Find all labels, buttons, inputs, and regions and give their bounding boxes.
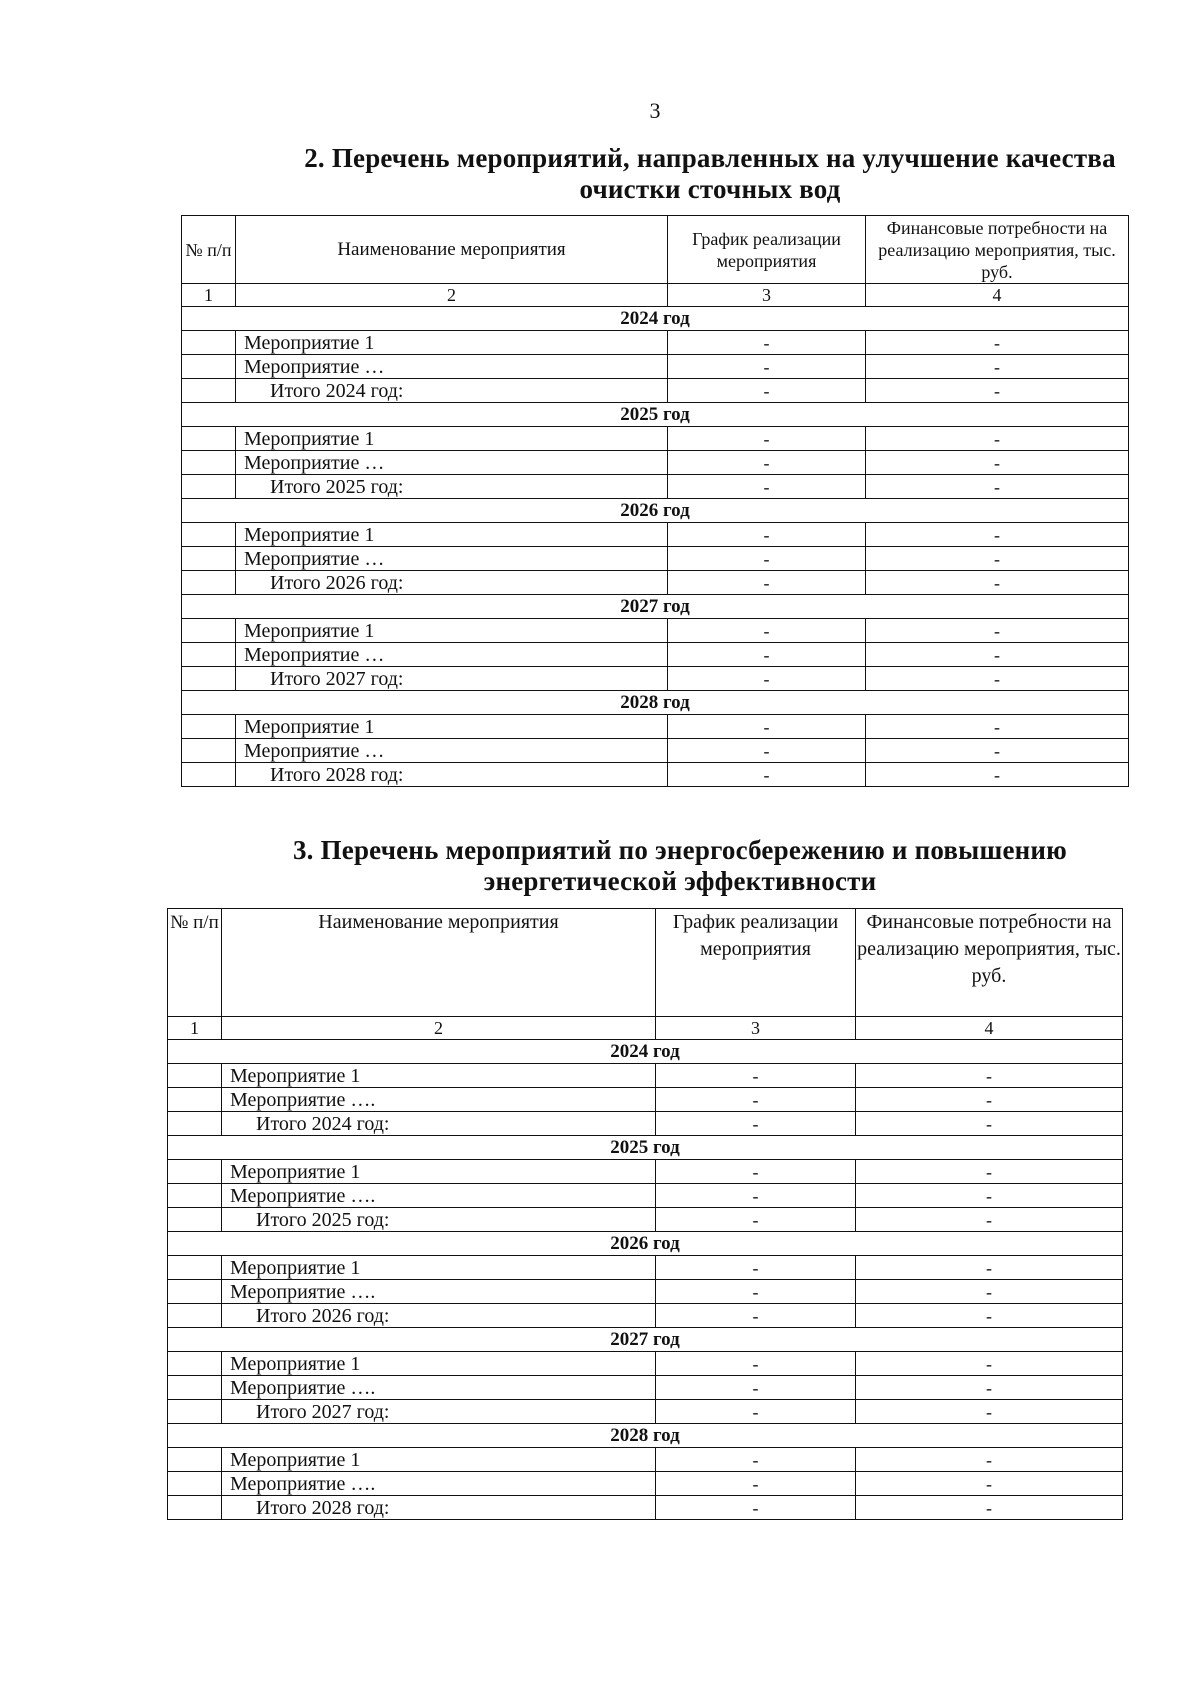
row-number-cell — [168, 1376, 222, 1400]
year-row — [182, 307, 1129, 331]
table-row — [168, 1280, 1123, 1304]
total-label-cell: Итого 2028 год: — [236, 763, 668, 787]
schedule-cell: - — [656, 1448, 856, 1472]
table-row — [182, 355, 1129, 379]
column-number: 2 — [236, 284, 668, 307]
year-row — [182, 499, 1129, 523]
table-row — [182, 739, 1129, 763]
finance-cell: - — [866, 763, 1129, 787]
finance-cell: - — [866, 643, 1129, 667]
schedule-cell: - — [668, 667, 866, 691]
section-title-3: 3. Перечень мероприятий по энергосбережению и повышению энергетической эффективности — [292, 835, 1067, 896]
measure-name-cell: Мероприятие … — [236, 451, 668, 475]
year-label: 2024 год — [182, 307, 1129, 331]
column-number: 4 — [856, 1017, 1123, 1040]
schedule-cell: - — [668, 523, 866, 547]
total-row — [168, 1304, 1123, 1328]
year-label: 2025 год — [182, 403, 1129, 427]
finance-cell: - — [856, 1376, 1123, 1400]
year-row — [182, 403, 1129, 427]
measure-name-cell: Мероприятие 1 — [222, 1256, 656, 1280]
total-label-cell: Итого 2027 год: — [222, 1400, 656, 1424]
column-number: 1 — [168, 1017, 222, 1040]
measure-name-cell: Мероприятие 1 — [236, 427, 668, 451]
measure-name-cell: Мероприятие 1 — [236, 715, 668, 739]
measure-name-cell: Мероприятие 1 — [222, 1064, 656, 1088]
table-row — [168, 1472, 1123, 1496]
table-row — [168, 1088, 1123, 1112]
table-row — [168, 1352, 1123, 1376]
table-row — [168, 1256, 1123, 1280]
total-label-cell: Итого 2027 год: — [236, 667, 668, 691]
schedule-cell: - — [656, 1304, 856, 1328]
table-row — [182, 547, 1129, 571]
table-row — [182, 715, 1129, 739]
schedule-cell: - — [668, 475, 866, 499]
measure-name-cell: Мероприятие … — [236, 739, 668, 763]
table-row — [182, 427, 1129, 451]
year-label: 2027 год — [182, 595, 1129, 619]
finance-cell: - — [856, 1064, 1123, 1088]
schedule-cell: - — [668, 739, 866, 763]
schedule-cell: - — [656, 1256, 856, 1280]
table-row — [182, 523, 1129, 547]
row-number-cell — [182, 739, 236, 763]
finance-cell: - — [856, 1088, 1123, 1112]
header-number: № п/п — [168, 909, 222, 1017]
year-row — [168, 1424, 1123, 1448]
measure-name-cell: Мероприятие 1 — [236, 523, 668, 547]
schedule-cell: - — [656, 1280, 856, 1304]
year-row — [168, 1136, 1123, 1160]
measure-name-cell: Мероприятие 1 — [236, 331, 668, 355]
row-number-cell — [182, 571, 236, 595]
row-number-cell — [168, 1208, 222, 1232]
finance-cell: - — [866, 331, 1129, 355]
finance-cell: - — [866, 619, 1129, 643]
row-number-cell — [168, 1352, 222, 1376]
schedule-cell: - — [668, 571, 866, 595]
section-title-2: 2. Перечень мероприятий, направленных на улучшение качества очистки сточных вод — [304, 143, 1116, 204]
row-number-cell — [168, 1496, 222, 1520]
schedule-cell: - — [656, 1112, 856, 1136]
page-number: 3 — [649, 98, 661, 123]
finance-cell: - — [856, 1280, 1123, 1304]
year-label: 2028 год — [182, 691, 1129, 715]
total-row — [182, 475, 1129, 499]
row-number-cell — [182, 763, 236, 787]
schedule-cell: - — [656, 1376, 856, 1400]
column-number: 3 — [656, 1017, 856, 1040]
year-label: 2027 год — [168, 1328, 1123, 1352]
schedule-cell: - — [656, 1160, 856, 1184]
schedule-cell: - — [668, 619, 866, 643]
row-number-cell — [182, 523, 236, 547]
finance-cell: - — [856, 1496, 1123, 1520]
table-row — [182, 331, 1129, 355]
year-label: 2024 год — [168, 1040, 1123, 1064]
measure-name-cell: Мероприятие …. — [222, 1280, 656, 1304]
measure-name-cell: Мероприятие 1 — [222, 1352, 656, 1376]
measure-name-cell: Мероприятие 1 — [222, 1448, 656, 1472]
row-number-cell — [168, 1304, 222, 1328]
year-label: 2025 год — [168, 1136, 1123, 1160]
schedule-cell: - — [656, 1352, 856, 1376]
table-row — [168, 1184, 1123, 1208]
finance-cell: - — [866, 427, 1129, 451]
finance-cell: - — [866, 739, 1129, 763]
finance-cell: - — [866, 523, 1129, 547]
table-row — [182, 451, 1129, 475]
schedule-cell: - — [656, 1088, 856, 1112]
total-row — [168, 1496, 1123, 1520]
total-row — [168, 1400, 1123, 1424]
row-number-cell — [168, 1280, 222, 1304]
total-label-cell: Итого 2024 год: — [236, 379, 668, 403]
row-number-cell — [182, 643, 236, 667]
finance-cell: - — [856, 1160, 1123, 1184]
row-number-cell — [182, 547, 236, 571]
year-label: 2028 год — [168, 1424, 1123, 1448]
finance-cell: - — [856, 1472, 1123, 1496]
column-numbers-row — [182, 284, 1129, 307]
row-number-cell — [168, 1088, 222, 1112]
year-row — [168, 1232, 1123, 1256]
schedule-cell: - — [656, 1496, 856, 1520]
column-number: 1 — [182, 284, 236, 307]
row-number-cell — [168, 1448, 222, 1472]
column-numbers-row — [168, 1017, 1123, 1040]
row-number-cell — [182, 331, 236, 355]
measure-name-cell: Мероприятие … — [236, 643, 668, 667]
row-number-cell — [168, 1184, 222, 1208]
finance-cell: - — [856, 1208, 1123, 1232]
total-row — [168, 1208, 1123, 1232]
row-number-cell — [182, 715, 236, 739]
header-schedule: График реализации мероприятия — [668, 216, 866, 284]
year-row — [182, 595, 1129, 619]
table-row — [168, 1160, 1123, 1184]
total-row — [182, 667, 1129, 691]
measure-name-cell: Мероприятие … — [236, 547, 668, 571]
finance-cell: - — [856, 1304, 1123, 1328]
table-row — [168, 1064, 1123, 1088]
measure-name-cell: Мероприятие …. — [222, 1472, 656, 1496]
measure-name-cell: Мероприятие …. — [222, 1376, 656, 1400]
column-number: 3 — [668, 284, 866, 307]
schedule-cell: - — [668, 355, 866, 379]
total-row — [182, 571, 1129, 595]
finance-cell: - — [856, 1112, 1123, 1136]
total-row — [182, 763, 1129, 787]
finance-cell: - — [866, 667, 1129, 691]
schedule-cell: - — [668, 763, 866, 787]
year-row — [168, 1328, 1123, 1352]
row-number-cell — [182, 379, 236, 403]
column-number: 4 — [866, 284, 1129, 307]
total-row — [168, 1112, 1123, 1136]
total-label-cell: Итого 2026 год: — [222, 1304, 656, 1328]
table-row — [168, 1376, 1123, 1400]
finance-cell: - — [866, 571, 1129, 595]
measure-name-cell: Мероприятие 1 — [236, 619, 668, 643]
column-number: 2 — [222, 1017, 656, 1040]
table-row — [182, 643, 1129, 667]
schedule-cell: - — [668, 715, 866, 739]
table-row — [168, 1448, 1123, 1472]
finance-cell: - — [856, 1448, 1123, 1472]
measure-name-cell: Мероприятие …. — [222, 1088, 656, 1112]
header-measure-name: Наименование мероприятия — [222, 909, 656, 1017]
schedule-cell: - — [668, 427, 866, 451]
year-row — [182, 691, 1129, 715]
total-label-cell: Итого 2025 год: — [236, 475, 668, 499]
row-number-cell — [168, 1112, 222, 1136]
table-row — [182, 619, 1129, 643]
row-number-cell — [182, 619, 236, 643]
total-label-cell: Итого 2026 год: — [236, 571, 668, 595]
schedule-cell: - — [656, 1064, 856, 1088]
row-number-cell — [182, 475, 236, 499]
row-number-cell — [182, 667, 236, 691]
finance-cell: - — [866, 475, 1129, 499]
finance-cell: - — [856, 1256, 1123, 1280]
finance-cell: - — [856, 1400, 1123, 1424]
total-label-cell: Итого 2025 год: — [222, 1208, 656, 1232]
measure-name-cell: Мероприятие …. — [222, 1184, 656, 1208]
schedule-cell: - — [668, 451, 866, 475]
finance-cell: - — [866, 379, 1129, 403]
finance-cell: - — [866, 355, 1129, 379]
schedule-cell: - — [668, 331, 866, 355]
header-finance: Финансовые потребности на реализацию мероприятия, тыс. руб. — [866, 216, 1129, 284]
row-number-cell — [182, 451, 236, 475]
schedule-cell: - — [656, 1400, 856, 1424]
schedule-cell: - — [656, 1208, 856, 1232]
schedule-cell: - — [668, 547, 866, 571]
measures-table-wastewater — [181, 215, 1129, 787]
total-row — [182, 379, 1129, 403]
total-label-cell: Итого 2024 год: — [222, 1112, 656, 1136]
finance-cell: - — [856, 1184, 1123, 1208]
year-label: 2026 год — [182, 499, 1129, 523]
row-number-cell — [168, 1256, 222, 1280]
header-schedule: График реализации мероприятия — [656, 909, 856, 1017]
measures-table-energy — [167, 908, 1123, 1520]
row-number-cell — [168, 1160, 222, 1184]
finance-cell: - — [856, 1352, 1123, 1376]
measure-name-cell: Мероприятие … — [236, 355, 668, 379]
year-row — [168, 1040, 1123, 1064]
schedule-cell: - — [668, 643, 866, 667]
total-label-cell: Итого 2028 год: — [222, 1496, 656, 1520]
schedule-cell: - — [656, 1184, 856, 1208]
row-number-cell — [168, 1400, 222, 1424]
header-number: № п/п — [182, 216, 236, 284]
schedule-cell: - — [656, 1472, 856, 1496]
row-number-cell — [168, 1472, 222, 1496]
header-finance: Финансовые потребности на реализацию мероприятия, тыс. руб. — [856, 909, 1123, 1017]
row-number-cell — [182, 427, 236, 451]
finance-cell: - — [866, 715, 1129, 739]
measure-name-cell: Мероприятие 1 — [222, 1160, 656, 1184]
finance-cell: - — [866, 547, 1129, 571]
finance-cell: - — [866, 451, 1129, 475]
year-label: 2026 год — [168, 1232, 1123, 1256]
row-number-cell — [182, 355, 236, 379]
schedule-cell: - — [668, 379, 866, 403]
row-number-cell — [168, 1064, 222, 1088]
header-measure-name: Наименование мероприятия — [236, 216, 668, 284]
